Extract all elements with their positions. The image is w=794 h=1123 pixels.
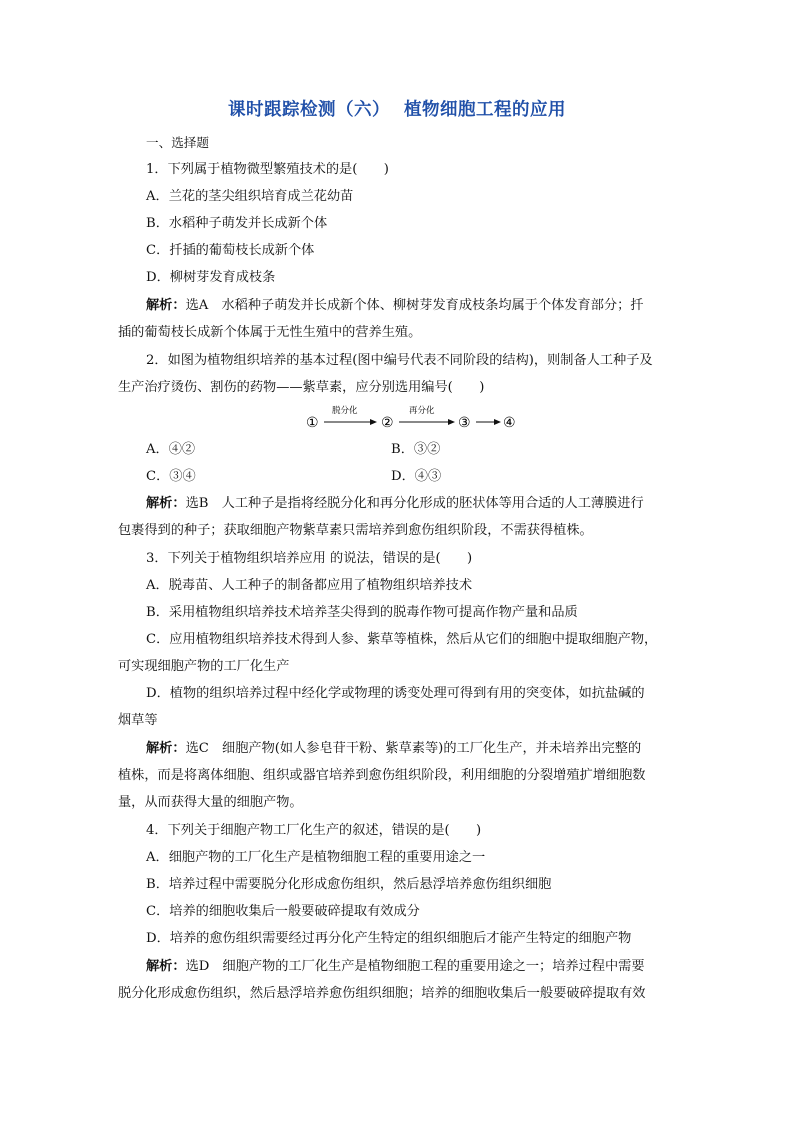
q4-option-d: D．培养的愈伤组织需要经过再分化产生特定的组织细胞后才能产生特定的细胞产物 (146, 931, 632, 946)
q4-analysis-text: 选D 细胞产物的工厂化生产是植物细胞工程的重要用途之一；培养过程中需要 (185, 959, 645, 974)
title-part2: 植物细胞工程的应用 (404, 100, 566, 120)
q3-analysis-line1 (146, 740, 641, 758)
title-part1: 课时跟踪检测（六） (228, 100, 390, 120)
arrow2-label: 再分化 (409, 406, 435, 416)
analysis-label: 解析： (146, 496, 186, 511)
q4-option-a: A．细胞产物的工厂化生产是植物细胞工程的重要用途之一 (146, 850, 486, 865)
arrow-head-2 (448, 419, 455, 425)
q1-option-a: A．兰花的茎尖组织培育成兰花幼苗 (146, 189, 354, 204)
stage-2-label: ② (381, 415, 394, 431)
analysis-label: 解析： (146, 298, 186, 313)
arrow-head-1 (370, 419, 377, 425)
q2-option-a: A．④② (146, 442, 196, 457)
arrow-head-3 (494, 419, 501, 425)
stage-3-label: ③ (458, 415, 471, 431)
q1-analysis-line1 (146, 297, 643, 315)
q3-option-d-line1: D．植物的组织培养过程中经化学或物理的诱变处理可得到有用的突变体，如抗盐碱的 (146, 686, 645, 701)
section-heading: 一、选择题 (146, 135, 209, 150)
q1-stem: 1．下列属于植物微型繁殖技术的是( ) (146, 162, 389, 177)
q3-option-a: A．脱毒苗、人工种子的制备都应用了植物组织培养技术 (146, 578, 473, 593)
q1-analysis-line2: 插的葡萄枝长成新个体属于无性生殖中的营养生殖。 (118, 325, 422, 340)
q3-option-c-line1: C．应用植物组织培养技术得到人参、紫草等植株，然后从它们的细胞中提取细胞产物， (146, 632, 658, 647)
q2-stem-line1: 2．如图为植物组织培养的基本过程(图中编号代表不同阶段的结构)，则制备人工种子及 (146, 353, 653, 368)
analysis-label: 解析： (146, 741, 186, 756)
q1-option-b: B．水稻种子萌发并长成新个体 (146, 216, 328, 231)
page-title (0, 96, 794, 121)
q3-stem: 3．下列关于植物组织培养应用 的说法，错误的是( ) (146, 551, 473, 566)
stage-1-label: ① (306, 415, 319, 431)
q1-analysis-text: 选A 水稻种子萌发并长成新个体、柳树芽发育成枝条均属于个体发育部分；扦 (185, 298, 644, 313)
q2-analysis-line2: 包裹得到的种子；获取细胞产物紫草素只需培养到愈伤组织阶段，不需获得植株。 (118, 523, 593, 538)
arrow1-label: 脱分化 (332, 406, 358, 416)
stage-4-label: ④ (503, 415, 516, 431)
q2-stem-line2: 生产治疗烫伤、割伤的药物——紫草素，应分别选用编号( ) (118, 380, 485, 395)
q4-analysis-line2: 脱分化形成愈伤组织，然后悬浮培养愈伤组织细胞；培养的细胞收集后一般要破碎提取有效 (118, 986, 646, 1001)
q4-analysis-line1 (146, 958, 645, 976)
culture-process-diagram (302, 403, 522, 433)
q3-option-c-line2: 可实现细胞产物的工厂化生产 (118, 659, 290, 674)
q2-analysis-line1 (146, 495, 644, 513)
q2-analysis-text: 选B 人工种子是指将经脱分化和再分化形成的胚状体等用合适的人工薄膜进行 (185, 496, 644, 511)
q4-option-b: B．培养过程中需要脱分化形成愈伤组织，然后悬浮培养愈伤组织细胞 (146, 877, 552, 892)
q4-stem: 4．下列关于细胞产物工厂化生产的叙述，错误的是( ) (146, 823, 482, 838)
q3-analysis-line3: 量，从而获得大量的细胞产物。 (118, 795, 303, 810)
q1-option-d: D．柳树芽发育成枝条 (146, 270, 276, 285)
q4-option-c: C．培养的细胞收集后一般要破碎提取有效成分 (146, 904, 420, 919)
q1-option-c: C．扦插的葡萄枝长成新个体 (146, 243, 315, 258)
q3-analysis-text: 选C 细胞产物(如人参皂苷干粉、紫草素等)的工厂化生产，并未培养出完整的 (185, 741, 642, 756)
q2-option-d: D．④③ (391, 469, 442, 484)
q2-option-c: C．③④ (146, 469, 196, 484)
q2-option-b: B．③② (391, 442, 441, 457)
q3-option-b: B．采用植物组织培养技术培养茎尖得到的脱毒作物可提高作物产量和品质 (146, 605, 578, 620)
q3-analysis-line2: 植株，而是将离体细胞、组织或器官培养到愈伤组织阶段，利用细胞的分裂增殖扩增细胞数 (118, 768, 646, 783)
q3-option-d-line2: 烟草等 (118, 713, 158, 728)
analysis-label: 解析： (146, 959, 186, 974)
